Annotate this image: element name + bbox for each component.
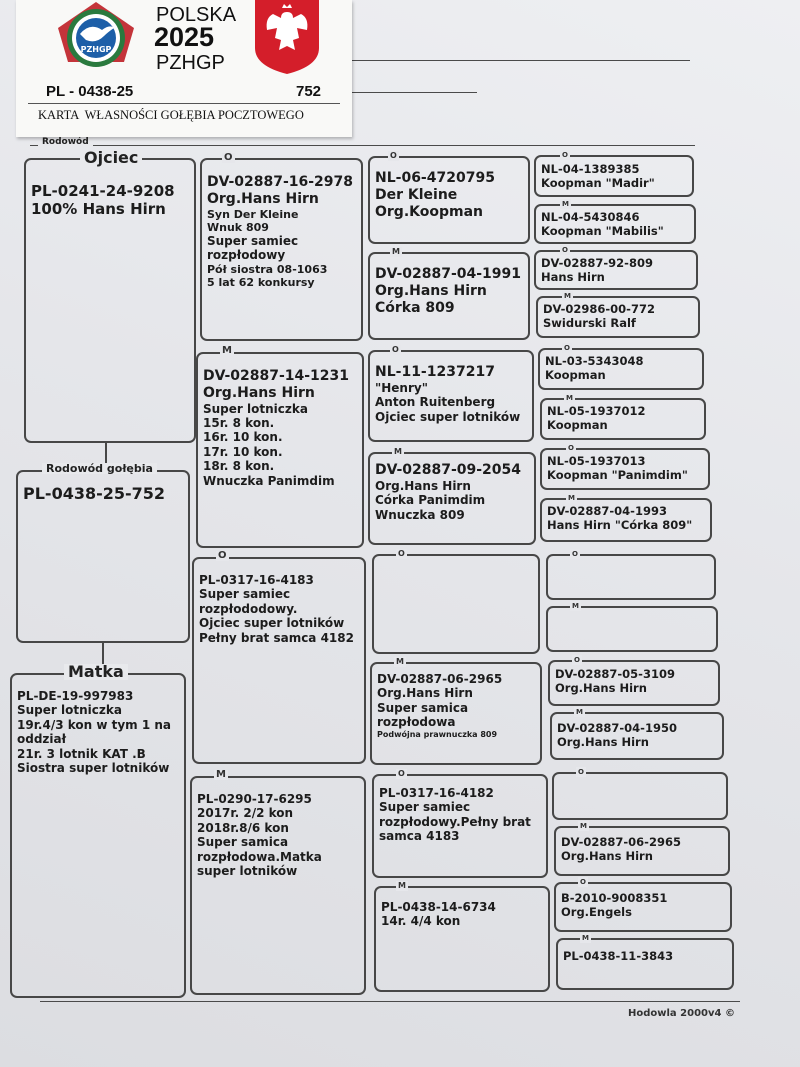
grandparent-box: PL-0290-17-6295 2017r. 2/2 kon 2018r.8/6 kon Super samica rozpłodowa.Matka super lotników: [190, 776, 366, 995]
ancestor-box: DV-02887-05-3109 Org.Hans Hirn: [548, 660, 720, 706]
sticker-country: POLSKA: [156, 4, 237, 26]
sex-marker: O: [574, 656, 580, 664]
ancestor-box: DV-02887-06-2965 Org.Hans Hirn: [554, 826, 730, 876]
sex-marker: O: [392, 345, 399, 354]
header-rule: [352, 92, 477, 93]
sex-marker: M: [564, 292, 571, 300]
ancestor-box: NL-04-5430846 Koopman "Mabilis": [534, 204, 696, 244]
sex-marker: M: [572, 602, 579, 610]
sex-marker: M: [568, 494, 575, 502]
sex-marker: O: [390, 151, 397, 160]
pigeon-box: [16, 470, 190, 643]
sex-marker: O: [568, 444, 574, 452]
great-grandparent-box: DV-02887-09-2054 Org.Hans Hirn Córka Panimdim Wnuczka 809: [368, 452, 536, 545]
sex-marker: M: [580, 822, 587, 830]
great-grandparent-box: PL-0317-16-4182 Super samiec rozpłodowy.Pełny brat samca 4183: [372, 774, 548, 878]
footer-credit: Hodowla 2000v4 ©: [628, 1008, 735, 1019]
sex-marker: M: [398, 881, 406, 890]
sex-marker: M: [216, 769, 226, 780]
sex-marker: M: [392, 247, 400, 256]
sex-marker: O: [580, 878, 586, 886]
sex-marker: O: [224, 152, 233, 163]
sticker-divider: [28, 103, 340, 104]
polish-eagle-emblem-icon: [253, 0, 321, 74]
great-grandparent-box: PL-0438-14-6734 14r. 4/4 kon: [374, 886, 550, 992]
sex-marker: O: [578, 768, 584, 776]
header-fragment: Rodowód: [38, 138, 93, 147]
grandparent-box: DV-02887-14-1231 Org.Hans Hirn Super lotniczka 15r. 8 kon. 16r. 10 kon. 17r. 10 kon. 18r. 8 kon. Wnuczka Panimdim: [196, 352, 364, 548]
great-grandparent-box: NL-11-1237217 "Henry" Anton Ruitenberg Ojciec super lotników: [368, 350, 534, 442]
sticker-ring-number: PL - 0438-25: [46, 83, 134, 100]
ancestor-box: NL-05-1937012 Koopman: [540, 398, 706, 440]
great-grandparent-box: DV-02887-06-2965 Org.Hans Hirn Super samica rozpłodowa Podwójna prawnuczka 809: [370, 662, 542, 765]
ancestor-box: DV-02887-04-1950 Org.Hans Hirn: [550, 712, 724, 760]
grandparent-box: DV-02887-16-2978 Org.Hans Hirn Syn Der Kleine Wnuk 809 Super samiec rozpłodowy Pół siostra 08-1063 5 lat 62 konkursy: [200, 158, 363, 341]
header-rule: [352, 60, 690, 61]
father-note: 100% Hans Hirn: [31, 200, 166, 218]
sex-marker: O: [218, 550, 227, 561]
sex-marker: O: [564, 344, 570, 352]
father-box: [24, 158, 196, 443]
ancestor-box: NL-03-5343048 Koopman: [538, 348, 704, 390]
ancestor-box-empty: [546, 606, 718, 652]
pigeon-title: Rodowód gołębia: [42, 463, 157, 474]
mother-box: PL-DE-19-997983 Super lotniczka 19r.4/3 kon w tym 1 na oddział 21r. 3 lotnik KAT .B Siostra super lotników: [10, 673, 186, 998]
mother-title: Matka: [64, 664, 128, 680]
ancestor-box: DV-02986-00-772 Swidurski Ralf: [536, 296, 700, 338]
sex-marker: O: [562, 151, 568, 159]
sex-marker: M: [396, 657, 404, 666]
pzhgp-logo-icon: [50, 0, 142, 76]
footer-rule: [40, 1001, 740, 1002]
ancestor-box: DV-02887-92-809 Hans Hirn: [534, 250, 698, 290]
header-rule: [30, 145, 695, 146]
grandparent-box: PL-0317-16-4183 Super samiec rozpłododowy. Ojciec super lotników Pełny brat samca 4182: [192, 557, 366, 764]
sticker-year: 2025: [154, 22, 215, 52]
sticker-org: PZHGP: [156, 52, 225, 74]
sticker-caption: KARTA WŁASNOŚCI GOŁĘBIA POCZTOWEGO: [38, 108, 304, 122]
father-title: Ojciec: [80, 150, 142, 166]
ancestor-box-empty: [546, 554, 716, 600]
sex-marker: O: [562, 246, 568, 254]
logo-text: PZHGP: [80, 45, 112, 54]
ancestor-box-empty: [552, 772, 728, 820]
sex-marker: M: [582, 934, 589, 942]
sex-marker: O: [572, 550, 578, 558]
ancestor-box: NL-04-1389385 Koopman "Madir": [534, 155, 694, 197]
ancestor-box: PL-0438-11-3843: [556, 938, 734, 990]
sex-marker: O: [398, 769, 405, 778]
mother-ring: PL-DE-19-997983: [17, 689, 134, 703]
sex-marker: M: [394, 447, 402, 456]
father-ring: PL-0241-24-9208: [31, 182, 175, 200]
sex-marker: M: [576, 708, 583, 716]
ancestor-box: NL-05-1937013 Koopman "Panimdim": [540, 448, 710, 490]
sticker-number: 752: [296, 83, 322, 100]
ancestor-box: B-2010-9008351 Org.Engels: [554, 882, 732, 932]
great-grandparent-box: DV-02887-04-1991 Org.Hans Hirn Córka 809: [368, 252, 530, 340]
sex-marker: M: [222, 345, 232, 356]
great-grandparent-box: NL-06-4720795 Der Kleine Org.Koopman: [368, 156, 530, 244]
ancestor-box: DV-02887-04-1993 Hans Hirn "Córka 809": [540, 498, 712, 542]
sex-marker: M: [566, 394, 573, 402]
sex-marker: M: [562, 200, 569, 208]
great-grandparent-box-empty: [372, 554, 540, 654]
ownership-sticker: [16, 0, 352, 137]
sex-marker: O: [398, 549, 405, 558]
pigeon-ring: PL-0438-25-752: [23, 484, 166, 503]
